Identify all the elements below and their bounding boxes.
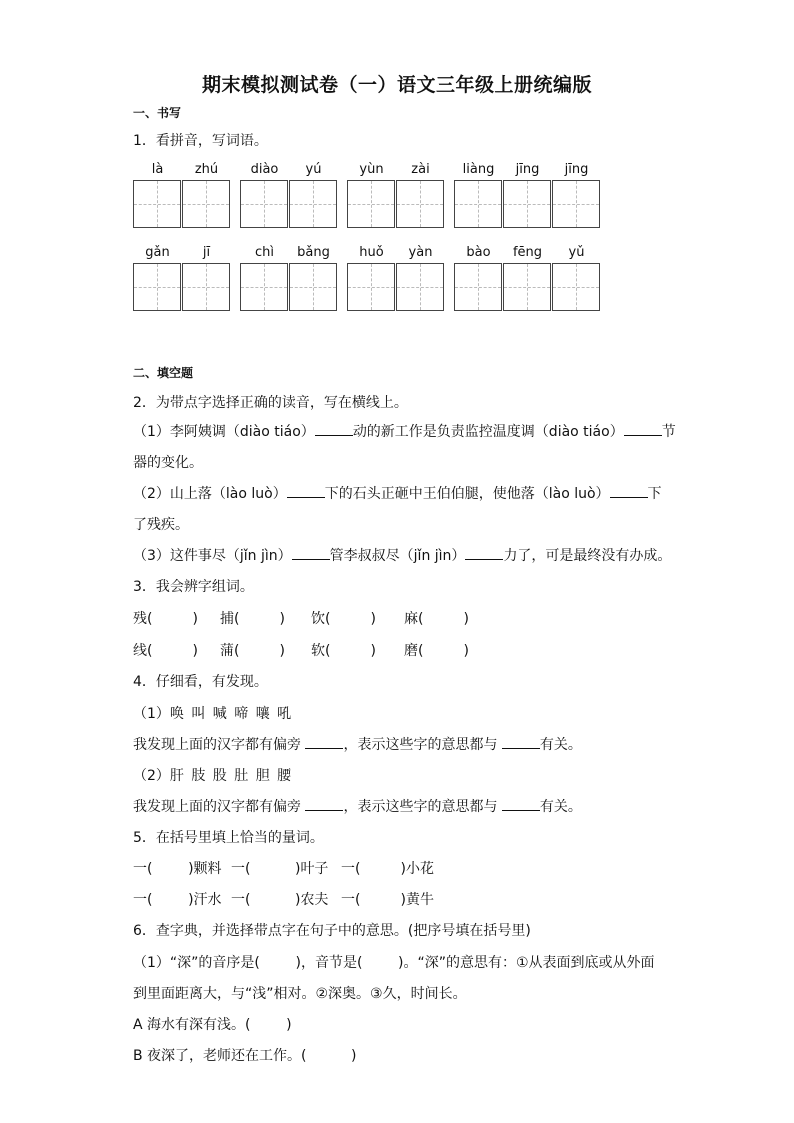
pinyin-label: bǎng	[297, 245, 330, 260]
question-6-option-b	[133, 1045, 357, 1065]
char-item: 线( )	[133, 643, 198, 659]
pinyin-label: zài	[411, 162, 430, 177]
measure-item: 一( )黄牛	[341, 892, 434, 908]
measure-item: 一( )农夫	[231, 892, 329, 908]
text: 有关。	[539, 737, 582, 753]
pinyin-label: liàng	[462, 162, 495, 177]
text: 我发现上面的汉字都有偏旁	[133, 737, 301, 753]
writing-box[interactable]	[396, 180, 444, 228]
pinyin-label: zhú	[194, 162, 219, 177]
pinyin-label: jīng	[564, 162, 589, 177]
text: 节	[661, 424, 676, 440]
answer-blank[interactable]	[287, 483, 325, 498]
question-1-prompt: 1．看拼音，写词语。	[133, 133, 268, 149]
text: )	[286, 1017, 292, 1033]
writing-box[interactable]	[347, 180, 395, 228]
pinyin-label: huǒ	[359, 245, 384, 260]
measure-item: 一( )叶子	[231, 861, 329, 877]
question-4-prompt: 4．仔细看，有发现。	[133, 674, 268, 690]
answer-blank[interactable]	[502, 796, 540, 811]
question-4-2-finding	[133, 796, 582, 816]
pinyin-label: jīng	[515, 162, 540, 177]
answer-blank[interactable]	[315, 421, 353, 436]
pinyin-label: yàn	[408, 245, 433, 260]
answer-blank[interactable]	[305, 796, 343, 811]
question-2-1-cont: 器的变化。	[133, 455, 203, 471]
pinyin-label: chì	[255, 245, 274, 260]
writing-box[interactable]	[133, 180, 181, 228]
pinyin-label: yùn	[359, 162, 384, 177]
question-6-1	[133, 952, 655, 972]
pinyin-label: bào	[466, 245, 491, 260]
text: 管李叔叔尽（jǐn jìn）	[329, 548, 466, 564]
question-5-prompt: 5．在括号里填上恰当的量词。	[133, 830, 324, 846]
answer-blank[interactable]	[610, 483, 648, 498]
text: B 夜深了，老师还在工作。(	[133, 1048, 307, 1064]
question-2-2	[133, 483, 662, 503]
measure-item: 一( )小花	[341, 861, 434, 877]
question-4-1-finding	[133, 734, 582, 754]
char-item: 软( )	[311, 643, 376, 659]
pinyin-label: fēng	[512, 245, 543, 260]
text: （2）山上落（lào luò）	[133, 486, 287, 502]
writing-box[interactable]	[347, 263, 395, 311]
pinyin-label: gǎn	[145, 245, 170, 260]
question-4-1-chars: （1）唤 叫 喊 啼 嚷 吼	[133, 706, 292, 722]
pinyin-label: yú	[305, 162, 322, 177]
text: 下	[647, 486, 662, 502]
writing-box[interactable]	[454, 263, 502, 311]
text: )。“深”的意思有：①从表面到底或从外面	[398, 955, 655, 971]
writing-box[interactable]	[289, 263, 337, 311]
question-2-1	[133, 421, 676, 441]
writing-box[interactable]	[240, 180, 288, 228]
text: （3）这件事尽（jǐn jìn）	[133, 548, 292, 564]
pinyin-label: là	[151, 162, 164, 177]
answer-blank[interactable]	[305, 734, 343, 749]
question-2-3	[133, 545, 671, 565]
char-item: 蒲( )	[220, 643, 285, 659]
page-title: 期末模拟测试卷（一）语文三年级上册统编版	[201, 74, 592, 96]
question-2-prompt: 2．为带点字选择正确的读音，写在横线上。	[133, 395, 408, 411]
text: （1）“深”的音序是(	[133, 955, 260, 971]
section-heading-writing: 一、书写	[133, 106, 182, 120]
pinyin-label: yǔ	[568, 245, 585, 260]
writing-box[interactable]	[503, 263, 551, 311]
char-item: 残( )	[133, 611, 198, 627]
char-item: 捕( )	[220, 611, 285, 627]
writing-box[interactable]	[552, 180, 600, 228]
question-3-prompt: 3．我会辨字组词。	[133, 579, 254, 595]
writing-box[interactable]	[240, 263, 288, 311]
text: 动的新工作是负责监控温度调（diào tiáo）	[352, 424, 624, 440]
text: ，表示这些字的意思都与	[343, 737, 498, 753]
section-heading-fill: 二、填空题	[133, 366, 194, 380]
writing-box[interactable]	[552, 263, 600, 311]
char-item: 饮( )	[311, 611, 376, 627]
text: 我发现上面的汉字都有偏旁	[133, 799, 301, 815]
question-4-2-chars: （2）肝 肢 股 肚 胆 腰	[133, 768, 292, 784]
pinyin-label: jī	[202, 245, 211, 260]
measure-item: 一( )汗水	[133, 892, 222, 908]
text: ，表示这些字的意思都与	[343, 799, 498, 815]
pinyin-label: diào	[250, 162, 279, 177]
text: )，音节是(	[295, 955, 363, 971]
question-6-prompt: 6．查字典，并选择带点字在句子中的意思。(把序号填在括号里)	[133, 923, 531, 939]
question-6-option-a	[133, 1014, 292, 1034]
answer-blank[interactable]	[624, 421, 662, 436]
answer-blank[interactable]	[292, 545, 330, 560]
text: 下的石头正砸中王伯伯腿，使他落（lào luò）	[324, 486, 610, 502]
text: A 海水有深有浅。(	[133, 1017, 251, 1033]
measure-item: 一( )颗料	[133, 861, 222, 877]
char-item: 磨( )	[404, 643, 469, 659]
writing-box[interactable]	[454, 180, 502, 228]
writing-box[interactable]	[182, 180, 230, 228]
answer-blank[interactable]	[502, 734, 540, 749]
writing-box[interactable]	[133, 263, 181, 311]
writing-box[interactable]	[396, 263, 444, 311]
writing-box[interactable]	[289, 180, 337, 228]
text: （1）李阿姨调（diào tiáo）	[133, 424, 315, 440]
question-6-1-cont: 到里面距离大，与“浅”相对。②深奥。③久，时间长。	[133, 986, 467, 1002]
writing-box[interactable]	[182, 263, 230, 311]
question-2-2-cont: 了残疾。	[133, 517, 189, 533]
writing-box[interactable]	[503, 180, 551, 228]
char-item: 麻( )	[404, 611, 469, 627]
answer-blank[interactable]	[465, 545, 503, 560]
text: )	[351, 1048, 357, 1064]
text: 有关。	[539, 799, 582, 815]
text: 力了，可是最终没有办成。	[503, 548, 672, 564]
